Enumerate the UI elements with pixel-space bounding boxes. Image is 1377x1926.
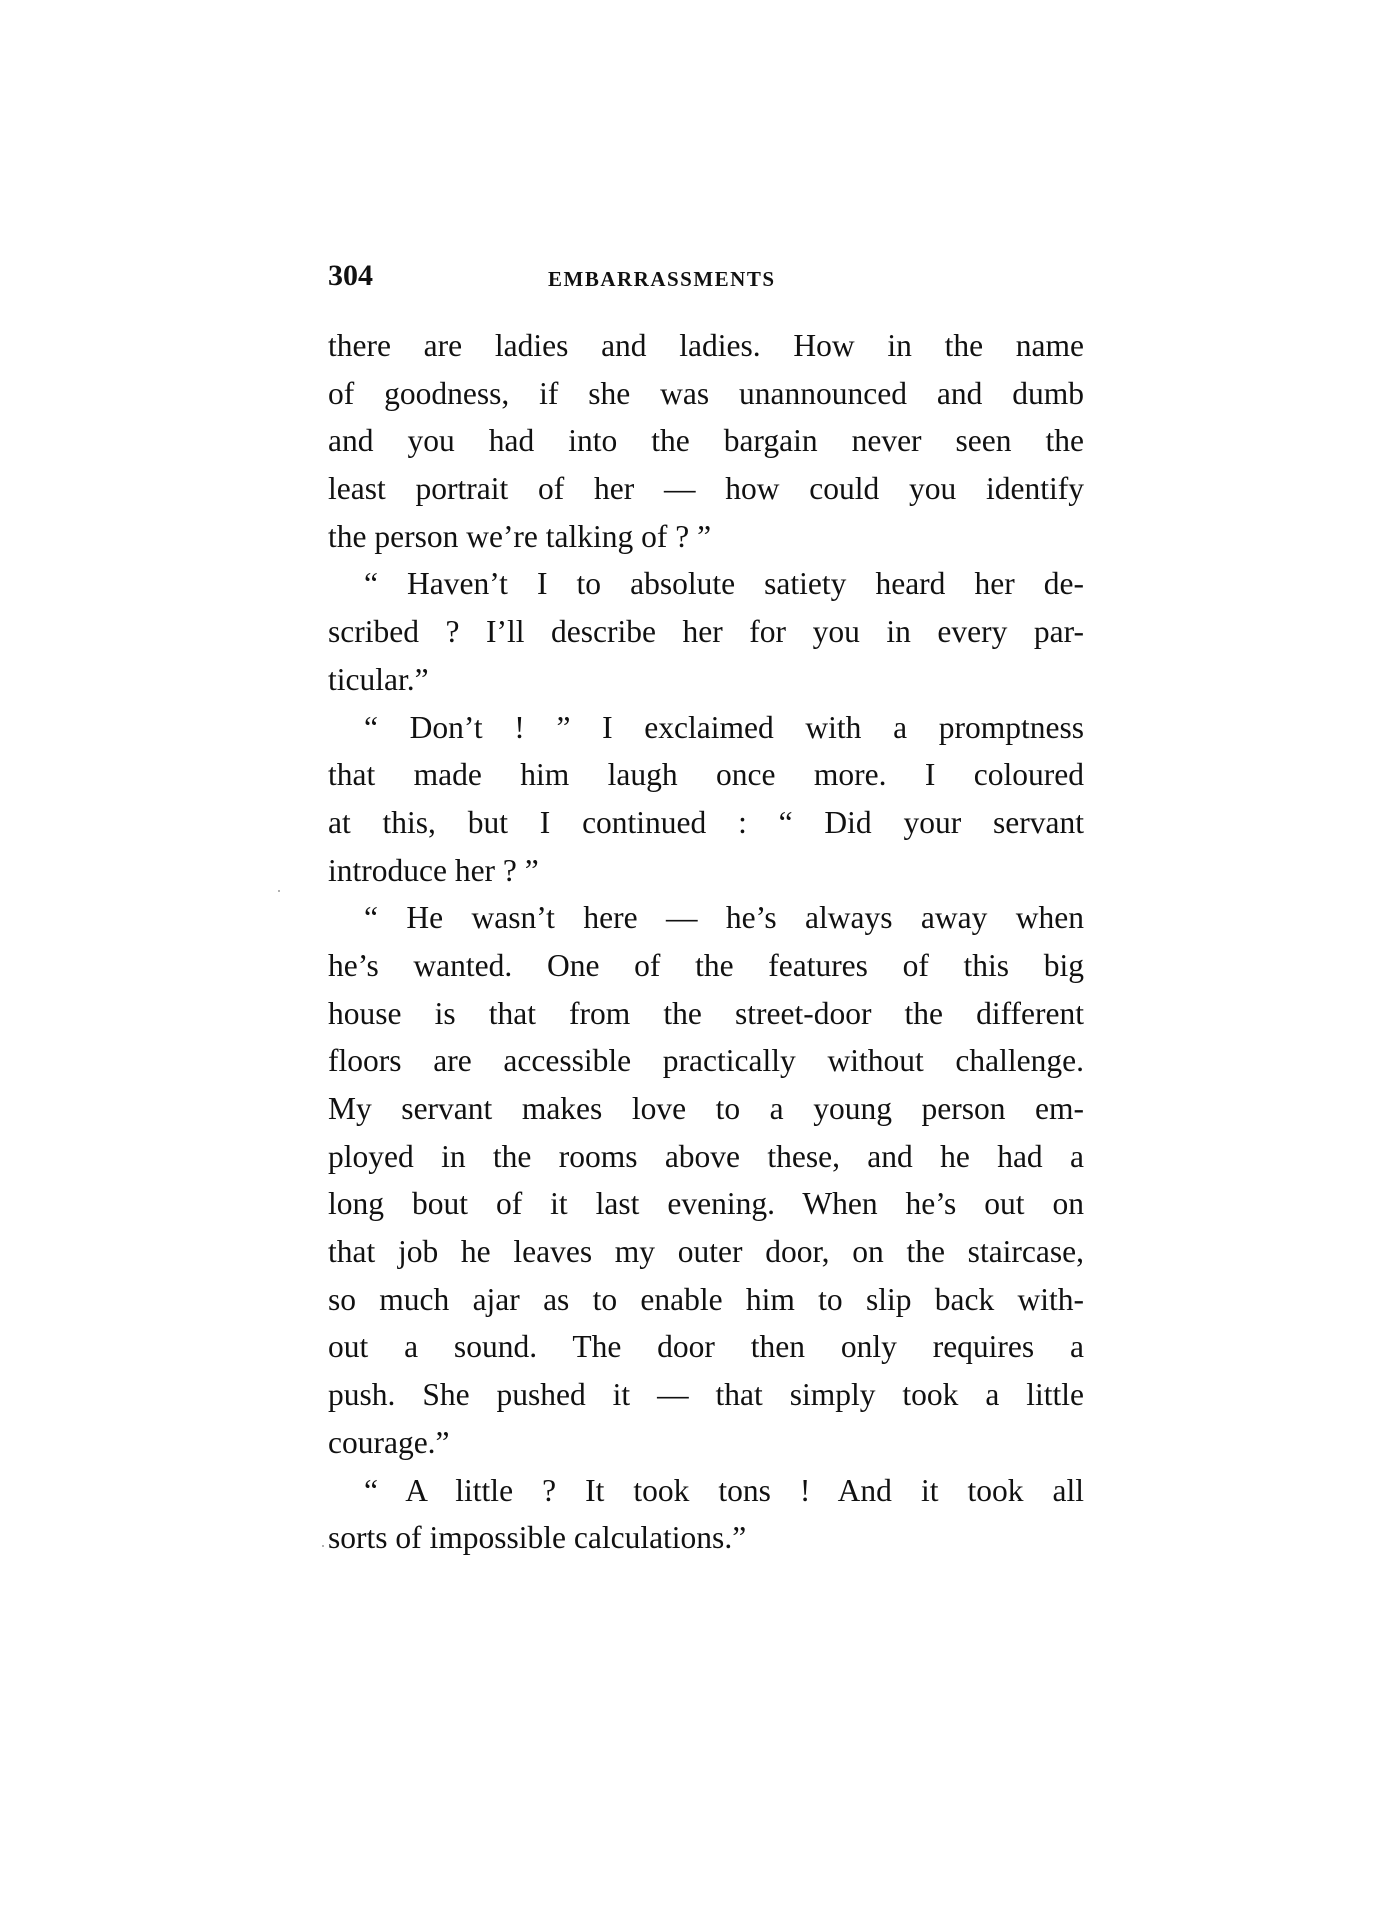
text-line: the person we’re talking of ? ” bbox=[328, 518, 712, 554]
text-line: courage.” bbox=[328, 1424, 450, 1460]
text-line: My servant makes love to a young person em- bbox=[328, 1091, 1084, 1126]
text-line: “ Don’t ! ” I exclaimed with a promptness bbox=[364, 709, 1084, 745]
text-line: push. She pushed it — that simply took a little bbox=[328, 1377, 1084, 1413]
page-number: 304 bbox=[328, 259, 373, 292]
text-line: of goodness, if she was unannounced and dumb bbox=[328, 375, 1084, 411]
text-line: floors are accessible practically without challenge. bbox=[328, 1043, 1084, 1079]
text-line: sorts of impossible calculations.” bbox=[328, 1520, 747, 1556]
body-text bbox=[328, 322, 1084, 1562]
paragraph bbox=[328, 704, 1084, 895]
text-line: “ A little ? It took tons ! And it took all bbox=[364, 1472, 1084, 1508]
scan-speck bbox=[278, 890, 280, 892]
text-line: house is that from the street-door the different bbox=[328, 995, 1084, 1031]
text-line: scribed ? I’ll describe her for you in every par- bbox=[328, 614, 1084, 650]
text-line: there are ladies and ladies. How in the name bbox=[328, 328, 1084, 363]
text-line: long bout of it last evening. When he’s out on bbox=[328, 1186, 1084, 1222]
running-head: EMBARRASSMENTS bbox=[548, 267, 776, 291]
scan-speck bbox=[322, 1545, 324, 1547]
paragraph bbox=[328, 560, 1084, 703]
text-line: out a sound. The door then only requires a bbox=[328, 1329, 1084, 1365]
text-line: that made him laugh once more. I coloured bbox=[328, 757, 1084, 793]
text-line: at this, but I continued : “ Did your servant bbox=[328, 804, 1084, 840]
text-line: least portrait of her — how could you identify bbox=[328, 471, 1084, 507]
text-line: that job he leaves my outer door, on the staircase, bbox=[328, 1234, 1084, 1270]
text-line: so much ajar as to enable him to slip back with- bbox=[328, 1281, 1084, 1317]
text-line: ployed in the rooms above these, and he had a bbox=[328, 1138, 1084, 1174]
text-line: and you had into the bargain never seen the bbox=[328, 423, 1084, 459]
page-header bbox=[328, 258, 1088, 298]
paragraph bbox=[328, 1467, 1084, 1562]
text-line: introduce her ? ” bbox=[328, 852, 539, 888]
text-line: he’s wanted. One of the features of this big bbox=[328, 947, 1084, 983]
text-line: “ He wasn’t here — he’s always away when bbox=[364, 900, 1084, 936]
text-line: ticular.” bbox=[328, 661, 429, 697]
text-line: “ Haven’t I to absolute satiety heard her de- bbox=[364, 566, 1084, 602]
paragraph bbox=[328, 894, 1084, 1466]
paragraph bbox=[328, 322, 1084, 560]
